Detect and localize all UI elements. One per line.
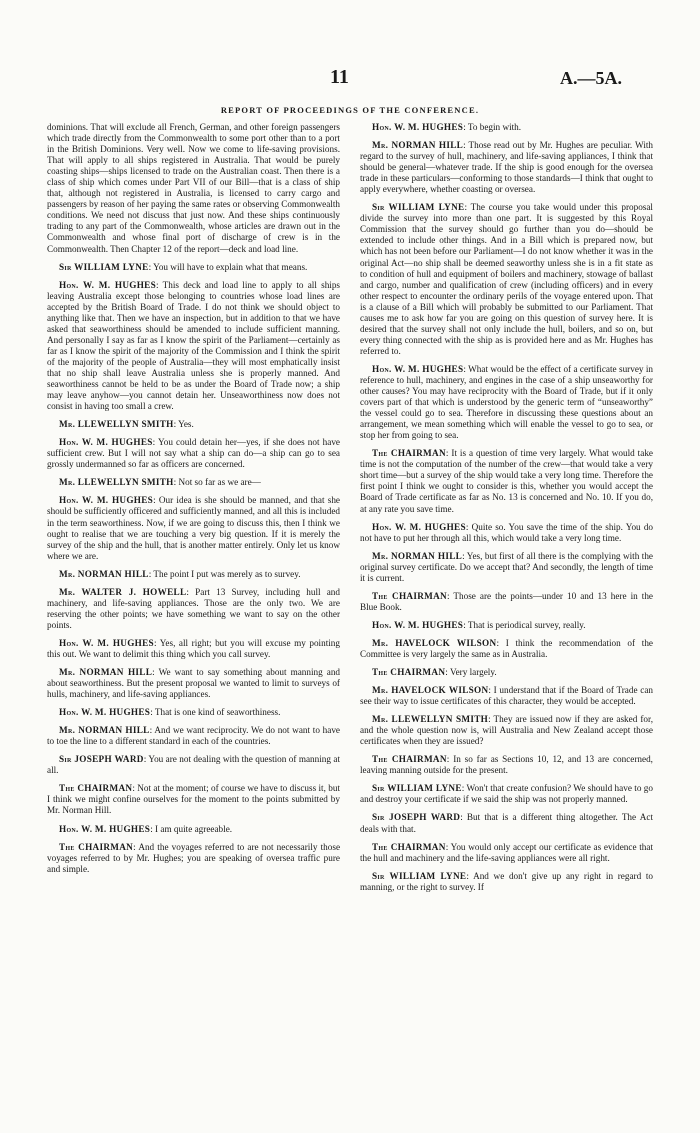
speaker-separator: : [446, 754, 454, 765]
speaker-separator: : [152, 437, 159, 448]
speaker-separator: : [463, 122, 468, 132]
speech-paragraph [47, 842, 340, 875]
speech-paragraph [360, 667, 653, 678]
speech-text: This deck and load line to apply to all ships leaving Australia except those belonging to countries whose load lines are accepted by the British Board of Trade. I do not think we should object to anything like that. Then we have an inspection, but in addition to that we have asked that seaworthiness should be amended to include sufficient manning. And personally I say as far as I know the spirit of the Parliament—certainly as far as I know the spirit of the majority of the Commission and I think the spirit of the majority of the people of Australia—they will most emphatically insist that no ship shall leave Australia unless she is properly manned. And seaworthiness cannot be held to be as under the Board of Trade now; a ship may leave anyhow—you cannot detain her. Unseaworthiness now does not consist in having too small a crew. [47, 279, 340, 412]
speech-paragraph [360, 783, 653, 805]
speaker-separator: : [150, 823, 156, 834]
speech-paragraph [360, 638, 653, 660]
speech-paragraph [360, 522, 653, 544]
speech-paragraph [47, 783, 340, 816]
speech-paragraph [360, 685, 653, 707]
speaker-separator: : [153, 637, 160, 648]
speech-text: And the voyages referred to are not necessarily those voyages referred to by Mr. Hughes; you are speaking of oversea traffic pure and simple. [47, 841, 340, 874]
speaker-name: Sir WILLIAM LYNE [372, 783, 462, 794]
speaker-separator: : [143, 754, 149, 765]
speaker-separator: : [133, 841, 139, 852]
speech-paragraph [47, 707, 340, 718]
speaker-separator: : [152, 667, 159, 678]
speaker-name: Mr. NORMAN HILL [59, 568, 149, 579]
speech-paragraph [360, 620, 653, 631]
speech-text: dominions. That will exclude all French, German, and other foreign passengers which trade directly from the Commonwealth to some port other than to a port in the British Dominions. Very well. Now we come to life-saving provisions. That will apply to all ships registered in Australia. That would be purely coasting ships—ships licensed to trade on the Australian coast. Then there is a class of ship which comes under Part VII of our Bill—that is a class of ship that, although not registered in Australia, is licensed to carry cargo and passengers by reason of her paying the same rates or observing Commonwealth conditions. We need not discuss that just now. And these ships continuously trading to any part of the Commonwealth, whose articles are drawn out in the Commonwealth and whose final port of discharge of crew is in the Commonwealth. Then Chapter 12 of the report—deck and load line. [47, 122, 340, 254]
speech-paragraph [47, 122, 340, 255]
speech-text: I think the recommendation of the Committee is very largely the same as in Australia. [360, 637, 653, 659]
page-number: 11 [330, 66, 349, 88]
speaker-name: Mr. HAVELOCK WILSON [372, 637, 497, 648]
speaker-name: Sir JOSEPH WARD [59, 754, 144, 765]
speaker-name: Mr. NORMAN HILL [59, 667, 153, 678]
speech-paragraph [360, 551, 653, 584]
speaker-name: Mr. WALTER J. HOWELL [59, 586, 187, 597]
speaker-name: Hon. W. M. HUGHES [59, 437, 153, 448]
speech-text: Part 13 Survey, including hull and machinery, and life-saving appliances. Those are the only two. We are reserving the other points; we have something we want to say on the other points. [47, 586, 340, 630]
speech-text: You would only accept our certificate as evidence that the hull and machinery and the life-saving appliances were all right. [360, 841, 653, 863]
speech-text: They are issued now if they are asked for, and the whole question now is, will Australia and New Zealand accept those certificates when they are issued? [360, 714, 653, 747]
speech-paragraph [360, 202, 653, 357]
speaker-separator: : [445, 448, 452, 459]
speech-text: It is a question of time very largely. What would take time is not the computation of the number of the crew—that would take a very short time—but a survey of the ship would take a very long time. Therefore the first point I think we ought to consider is this, whether you would accept the Board of Trade certificate as far as No. 13 is concerned and No. 10. If you do, at any rate you save time. [360, 448, 653, 514]
speaker-name: Mr. NORMAN HILL [372, 140, 464, 151]
speech-paragraph [47, 262, 340, 273]
speech-text: What would be the effect of a certificate survey in reference to hull, machinery, and engines in the case of a ship unseaworthy for other causes? You may have reciprocity with the Board of Trade, but if it only covers part of that which is understood by the generic term of “unseaworthy” the vessel could go to sea. Therefore in discussing these questions about an arrangement, we mean something which will enable the vessel to go to sea, or stop her from going to sea. [360, 363, 653, 441]
speaker-name: The CHAIRMAN [372, 841, 446, 852]
speaker-name: Sir WILLIAM LYNE [59, 261, 149, 272]
speech-text: You will have to explain what that means. [153, 261, 308, 272]
speech-paragraph [47, 280, 340, 413]
speech-text: Quite so. You save the time of the ship. You do not have to put her through all this, which would take a very long time. [360, 521, 653, 543]
speech-text: Our idea is she should be manned, and that she should be sufficiently officered and sufficiently manned, and all this is included in the term seaworthiness. Now, if we are going to discuss this, then I think we ought to realise that we are touching a very big question. If it is merely the survey of the ship and the hull, that is another matter entirely. Only let us know where we are. [47, 495, 340, 561]
speaker-name: The CHAIRMAN [372, 754, 447, 765]
speech-paragraph [360, 122, 653, 133]
running-title: REPORT OF PROCEEDINGS OF THE CONFERENCE. [220, 105, 480, 115]
speaker-name: Hon. W. M. HUGHES [59, 495, 154, 506]
speaker-name: Hon. W. M. HUGHES [59, 707, 151, 718]
speaker-name: Mr. HAVELOCK WILSON [372, 685, 489, 696]
speaker-name: Mr. LLEWELLYN SMITH [372, 714, 489, 725]
speaker-separator: : [148, 568, 154, 579]
speech-text: Won't that create confusion? We should have to go and destroy your certificate if we said the ship was not properly manned. [360, 783, 653, 805]
speech-text: To begin with. [467, 122, 522, 132]
speech-paragraph [47, 419, 340, 430]
speaker-separator: : [445, 667, 450, 678]
speech-paragraph [360, 754, 653, 776]
speech-text: We want to say something about manning and about seaworthiness. But the present proposal we wanted to limit to surveys of hulls, machinery, and life-saving appliances. [47, 667, 340, 700]
speaker-name: Mr. NORMAN HILL [59, 725, 150, 736]
speech-paragraph [360, 871, 653, 893]
speech-text: But that is a different thing altogether. The Act deals with that. [360, 812, 653, 834]
speech-paragraph [360, 448, 653, 514]
speech-text: That is one kind of seaworthiness. [154, 707, 281, 718]
speaker-separator: : [464, 202, 471, 213]
speaker-separator: : [463, 619, 468, 630]
speaker-separator: : [465, 521, 472, 532]
speech-paragraph [47, 437, 340, 470]
speaker-separator: : [148, 261, 154, 272]
speech-paragraph [47, 569, 340, 580]
speech-paragraph [47, 495, 340, 561]
speech-paragraph [360, 812, 653, 834]
speech-paragraph [47, 477, 340, 488]
speaker-separator: : [488, 714, 494, 725]
speech-text: Yes, but first of all there is the complying with the original survey certificate. Do we accept that? And secondly, the length of time it is current. [360, 550, 653, 583]
speaker-name: Sir WILLIAM LYNE [372, 202, 465, 213]
speaker-name: The CHAIRMAN [59, 841, 134, 852]
speaker-separator: : [462, 550, 467, 561]
speech-text: Not at the moment; of course we have to discuss it, but I think we might confine ourselves for the moment to the points submitted by Mr. Norman Hill. [47, 783, 340, 816]
speaker-name: The CHAIRMAN [372, 667, 446, 678]
speaker-separator: : [132, 783, 138, 794]
speaker-separator: : [463, 363, 469, 374]
speech-text: And we want reciprocity. We do not want to have to toe the line to a different standard in each of the countries. [47, 725, 340, 747]
speaker-separator: : [447, 590, 454, 601]
speech-paragraph [360, 364, 653, 441]
speech-paragraph [360, 140, 653, 195]
speaker-name: Hon. W. M. HUGHES [372, 363, 464, 374]
speaker-separator: : [173, 477, 179, 488]
document-reference: A.—5A. [560, 68, 622, 88]
speech-text: You are not dealing with the question of manning at all. [47, 754, 340, 776]
speaker-name: Mr. NORMAN HILL [372, 550, 463, 561]
speech-text: Those read out by Mr. Hughes are peculiar. With regard to the survey of hull, machinery, and life-saving appliances, I think that should be general—whatever trade. If the ship is good enough for the oversea trade in these particulars—conforming to those standards—I think that ought to apply everywhere, whether coasting or oversea. [360, 140, 653, 195]
speaker-name: Sir WILLIAM LYNE [372, 870, 467, 881]
speech-paragraph [360, 591, 653, 613]
speaker-separator: : [488, 685, 494, 696]
speaker-name: Hon. W. M. HUGHES [372, 619, 464, 630]
speaker-name: Hon. W. M. HUGHES [372, 521, 466, 532]
page-header [0, 0, 700, 120]
speaker-name: Hon. W. M. HUGHES [59, 637, 154, 648]
speech-paragraph [47, 667, 340, 700]
speech-text: Those are the points—under 10 and 13 here in the Blue Book. [360, 590, 653, 612]
speaker-separator: : [496, 637, 506, 648]
speech-text: That is periodical survey, really. [467, 619, 586, 630]
speaker-name: Hon. W. M. HUGHES [372, 122, 464, 132]
speech-text: And we don't give up any right in regard to manning, or the right to survey. If [360, 870, 653, 892]
speaker-separator: : [173, 419, 179, 430]
speaker-separator: : [149, 725, 155, 736]
speaker-separator: : [445, 841, 451, 852]
speaker-separator: : [461, 783, 467, 794]
speech-text: Yes. [178, 419, 194, 430]
left-column [47, 122, 340, 1127]
speech-paragraph [47, 725, 340, 747]
speaker-name: The CHAIRMAN [372, 448, 446, 459]
speaker-name: The CHAIRMAN [59, 783, 133, 794]
speaker-name: The CHAIRMAN [372, 590, 447, 601]
speech-text: Very largely. [449, 667, 497, 678]
speaker-separator: : [463, 140, 469, 151]
speaker-name: Mr. LLEWELLYN SMITH [59, 419, 174, 430]
speaker-separator: : [156, 279, 163, 290]
speech-text: I am quite agreeable. [155, 823, 233, 834]
speech-paragraph [360, 842, 653, 864]
speech-paragraph [47, 638, 340, 660]
speaker-separator: : [460, 812, 467, 823]
speech-paragraph [360, 714, 653, 747]
speech-text: I understand that if the Board of Trade can see their way to issue certificates of this character, they would be accepted. [360, 685, 653, 707]
speaker-name: Hon. W. M. HUGHES [59, 279, 156, 290]
speech-text: Not so far as we are— [178, 477, 261, 488]
speech-text: The course you take would under this proposal divide the survey into more than one part. It is suggested by this Royal Commission that the survey should go further than you do—should be extended to include other things. And in a Bill which is prepared now, but which has not been before our Parliament—I do not know whether it was in the original Act—no ship shall be deemed seaworthy unless she is in a fit state as to condition of hull and equipment of boilers and machinery, stowage of ballast and cargo, number and qualification of crew (including officers) and in every other respect to encounter the ordinary perils of the voyage entered upon. That is a clause of a Bill which will probably be submitted to our Parliament. That causes me to ask how far you are going on this question of survey here. It is desired that the survey shall not only include the hull, boilers, and so on, but every thing connected with the ship as is provided here and as Mr. Hughes has referred to. [360, 202, 653, 356]
speech-text: You could detain her—yes, if she does not have sufficient crew. But I will not say what a ship can do—a ship can go to sea grossly undermanned so far as officers are concerned. [47, 437, 340, 470]
speech-text: The point I put was merely as to survey. [153, 568, 301, 579]
speech-paragraph [47, 587, 340, 631]
speaker-separator: : [466, 870, 474, 881]
speaker-separator: : [150, 707, 155, 718]
speech-paragraph [47, 754, 340, 776]
speech-paragraph [47, 824, 340, 835]
speaker-name: Hon. W. M. HUGHES [59, 823, 151, 834]
speaker-name: Sir JOSEPH WARD [372, 812, 461, 823]
speaker-separator: : [186, 586, 196, 597]
speech-text: Yes, all right; but you will excuse my pointing this out. We want to delimit this thing which you call survey. [47, 637, 340, 659]
speaker-name: Mr. LLEWELLYN SMITH [59, 477, 174, 488]
speech-text: In so far as Sections 10, 12, and 13 are concerned, leaving manning outside for the present. [360, 754, 653, 776]
right-column [360, 122, 653, 1127]
speaker-separator: : [153, 495, 159, 506]
